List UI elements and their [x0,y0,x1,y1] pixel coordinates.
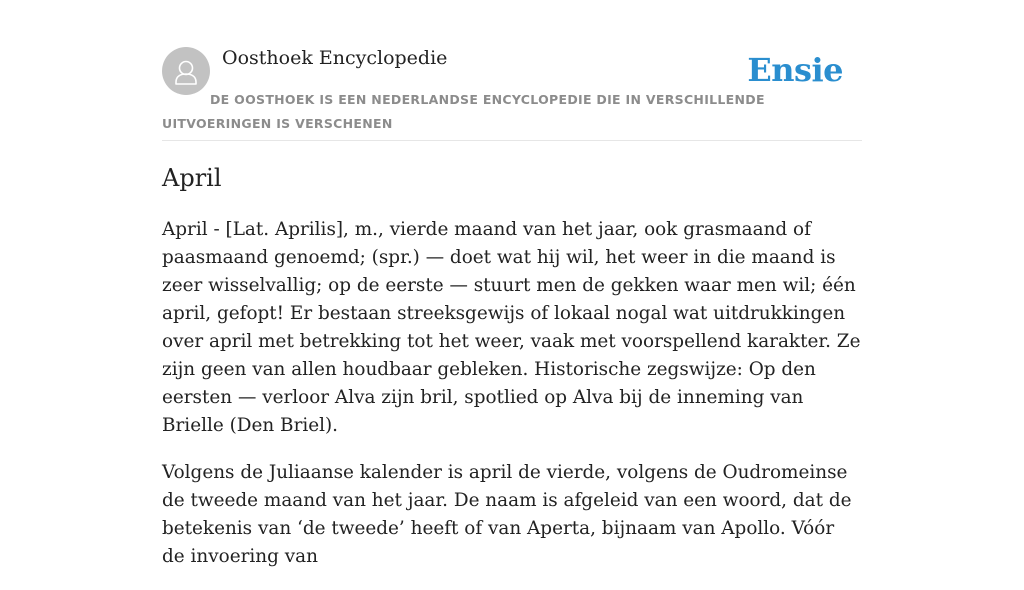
page-container [162,0,862,567]
article-body [162,216,862,590]
article-title: April [162,164,222,192]
article-paragraph: April - [Lat. Aprilis], m., vierde maand van het jaar, ook grasmaand of paasmaand genoemd; (spr.) — doet wat hij wil, het weer in die maand is zeer wisselvallig; op de eerste — stuurt men de gekken waar men wil; één april, gefopt! Er bestaan streeksgewijs of lokaal nogal wat uitdrukkingen over april met betrekking tot het weer, vaak met voorspellend karakter. Ze zijn geen van allen houdbaar gebleken. Historische zegswijze: Op den eersten — verloor Alva zijn bril, spotlied op Alva bij de inneming van Brielle (Den Briel). [162,219,861,436]
site-tagline: DE OOSTHOEK IS EEN NEDERLANDSE ENCYCLOPEDIE DIE IN VERSCHILLENDE UITVOERINGEN IS VERSCHENEN [162,92,765,131]
ensie-logo[interactable]: Ensie [747,51,843,89]
site-name[interactable]: Oosthoek Encyclopedie [222,47,448,69]
article-paragraph: Volgens de Juliaanse kalender is april de vierde, volgens de Oudromeinse de tweede maand van het jaar. De naam is afgeleid van een woord, dat de betekenis van ‘de tweede’ heeft of van Aperta, bijnaam van Apollo. Vóór de invoering van [162,462,852,567]
header [162,0,862,141]
